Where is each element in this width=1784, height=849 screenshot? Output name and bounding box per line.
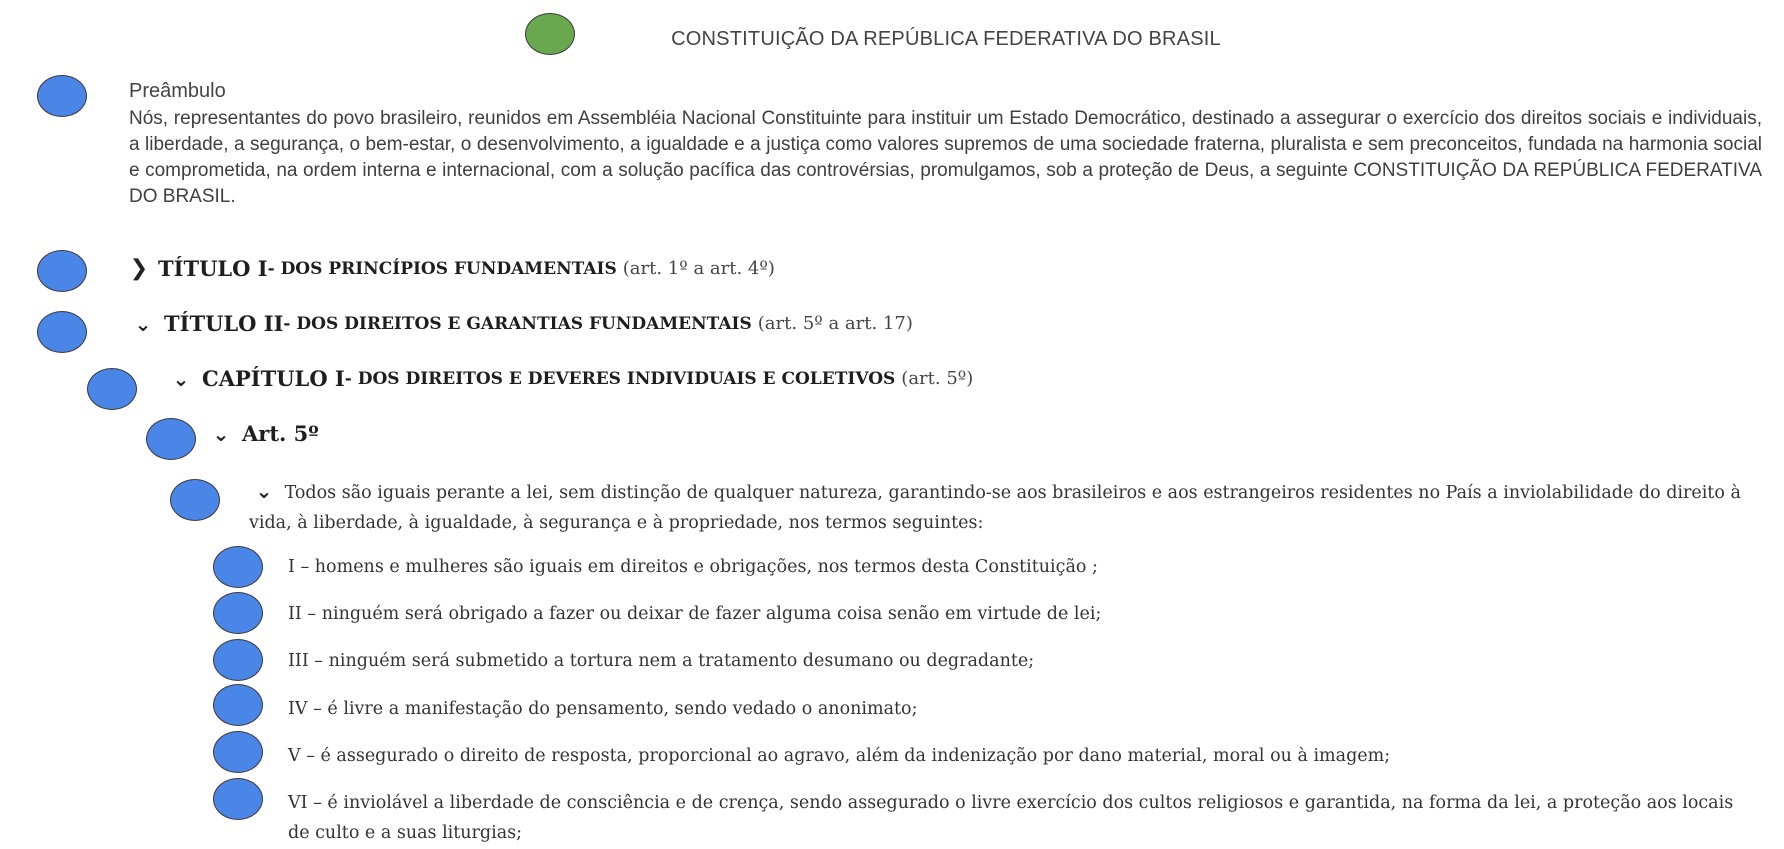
- inciso-marker[interactable]: [213, 731, 263, 773]
- titulo1-subtitle: - DOS PRINCÍPIOS FUNDAMENTAIS: [267, 258, 617, 279]
- inciso-item: II – ninguém será obrigado a fazer ou deixar de fazer alguma coisa senão em virtude de lei;: [288, 604, 1102, 624]
- inciso-item: V – é assegurado o direito de resposta, proporcional ao agravo, além da indenização por dano material, moral ou à imagem;: [288, 746, 1391, 766]
- capitulo1-range: (art. 5º): [901, 368, 974, 389]
- titulo2-name: TÍTULO II: [164, 311, 284, 336]
- titulo2-marker[interactable]: [37, 311, 87, 353]
- inciso-item: III – ninguém será submetido a tortura nem a tratamento desumano ou degradante;: [288, 651, 1035, 671]
- art5-caput: [249, 476, 1749, 538]
- art5-caput-text: Todos são iguais perante a lei, sem distinção de qualquer natureza, garantindo-se aos brasileiros e aos estrangeiros residentes no País a inviolabilidade do direito à vida, à liberdade, à igualdade, à segurança e à propriedade, nos termos seguintes:: [249, 483, 1741, 533]
- preamble-text: Nós, representantes do povo brasileiro, reunidos em Assembléia Nacional Constituinte para instituir um Estado Democrático, destinado a assegurar o exercício dos direitos sociais e individuais, a liberdade, a segurança, o bem-estar, o desenvolvimento, a igualdade e a justiça como valores supremos de uma sociedade fraterna, pluralista e sem preconceitos, fundada na harmonia social e comprometida, na ordem interna e internacional, com a solução pacífica das controvérsias, promulgamos, sob a proteção de Deus, a seguinte CONSTITUIÇÃO DA REPÚBLICA FEDERATIVA DO BRASIL.: [129, 108, 1762, 207]
- capitulo1-marker[interactable]: [87, 368, 137, 410]
- capitulo1-subtitle: - DOS DIREITOS E DEVERES INDIVIDUAIS E COLETIVOS: [344, 368, 896, 389]
- art5-marker[interactable]: [146, 418, 196, 460]
- chevron-down-icon[interactable]: ⌄: [172, 366, 190, 391]
- titulo1-range: (art. 1º a art. 4º): [622, 258, 775, 279]
- titulo1-name: TÍTULO I: [158, 256, 268, 281]
- inciso-marker[interactable]: [213, 684, 263, 726]
- preamble-marker[interactable]: [37, 75, 87, 117]
- chevron-down-icon[interactable]: ⌄: [134, 311, 152, 336]
- titulo2-subtitle: - DOS DIREITOS E GARANTIAS FUNDAMENTAIS: [283, 313, 752, 334]
- inciso-item: IV – é livre a manifestação do pensamento, sendo vedado o anonimato;: [288, 699, 918, 719]
- inciso-item: I – homens e mulheres são iguais em direitos e obrigações, nos termos desta Constituição ;: [288, 557, 1098, 577]
- preamble-label: Preâmbulo: [129, 80, 226, 102]
- titulo1-marker[interactable]: [37, 250, 87, 292]
- art5-name: Art. 5º: [242, 421, 319, 446]
- caput-marker[interactable]: [170, 479, 220, 521]
- titulo2-range: (art. 5º a art. 17): [757, 313, 913, 334]
- capitulo1-row[interactable]: [168, 366, 973, 391]
- inciso-marker[interactable]: [213, 592, 263, 634]
- inciso-marker[interactable]: [213, 546, 263, 588]
- inciso-marker[interactable]: [213, 639, 263, 681]
- page-title: CONSTITUIÇÃO DA REPÚBLICA FEDERATIVA DO BRASIL: [671, 28, 1221, 50]
- inciso-marker[interactable]: [213, 778, 263, 820]
- titulo2-row[interactable]: [130, 311, 913, 336]
- capitulo1-name: CAPÍTULO I: [202, 366, 345, 391]
- chevron-down-icon[interactable]: ⌄: [212, 421, 230, 446]
- chevron-down-icon[interactable]: ⌄: [255, 479, 273, 503]
- art5-row[interactable]: [208, 421, 319, 446]
- chevron-right-icon[interactable]: ❯: [129, 256, 149, 281]
- titulo1-row[interactable]: [126, 256, 775, 281]
- inciso-item: VI – é inviolável a liberdade de consciência e de crença, sendo assegurado o livre exercício dos cultos religiosos e garantida, na forma da lei, a proteção aos locais de culto e a suas liturgias;: [288, 793, 1734, 843]
